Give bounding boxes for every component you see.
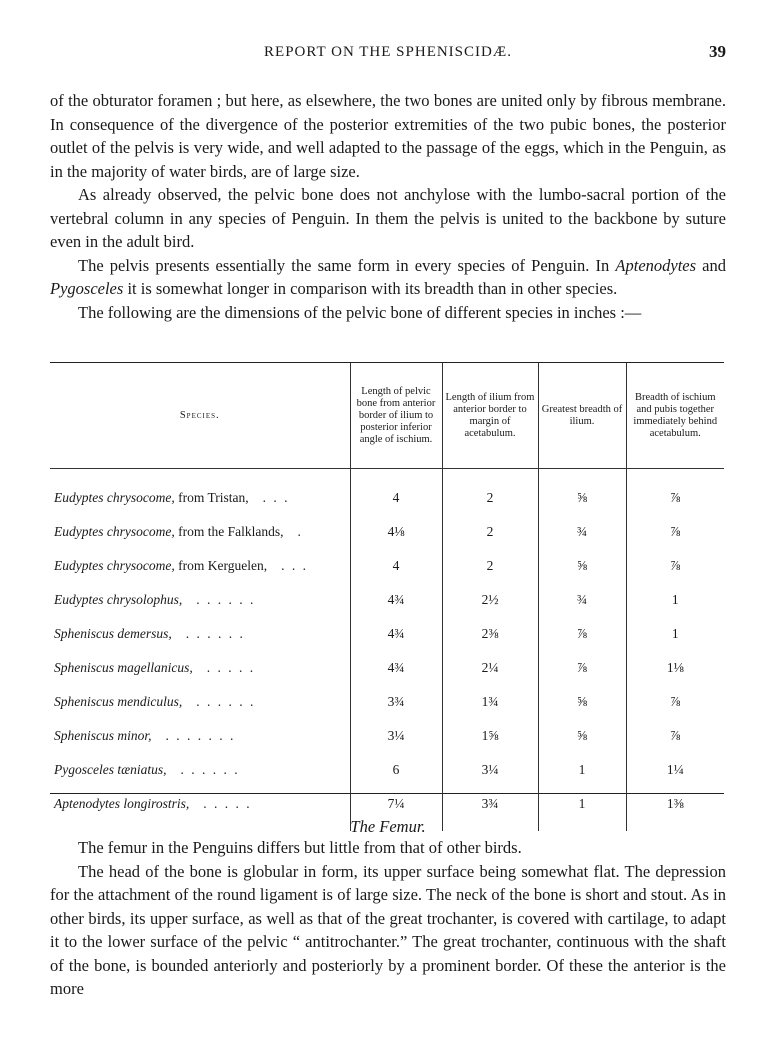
cell-pelvic-length: 4⅛ [350, 515, 442, 549]
cell-pelvic-length: 4¾ [350, 651, 442, 685]
table-row [50, 651, 724, 685]
table-row [50, 753, 724, 787]
paragraph-anchylose: As already observed, the pelvic bone does not anchylose with the lumbo-sacral portion of the vertebral column in any species of Penguin. In them the pelvis is united to the backbone by suture even in the adult bird. [50, 185, 726, 251]
running-title: REPORT ON THE SPHENISCIDÆ. [264, 44, 512, 60]
pelvic-dimensions-table [50, 362, 724, 811]
cell-pelvic-length: 4 [350, 481, 442, 515]
dot-leader: . . . . . . [196, 694, 256, 709]
cell-ilium-length: 2½ [442, 583, 538, 617]
header-ilium-breadth: Greatest breadth of ilium. [538, 363, 626, 469]
cell-pelvic-length: 4¾ [350, 583, 442, 617]
cell-ischium-pubis-breadth: 1⅜ [626, 787, 724, 821]
genus-aptenodytes: Aptenodytes [615, 255, 697, 275]
cell-species [50, 515, 350, 549]
cell-ilium-length: 3¾ [442, 787, 538, 821]
dot-leader: . . . . . [206, 660, 256, 675]
cell-ilium-breadth: ⅝ [538, 719, 626, 753]
cell-ischium-pubis-breadth: ⅞ [626, 481, 724, 515]
cell-ilium-length: 1⅝ [442, 719, 538, 753]
species-name: Pygosceles tæniatus, [54, 762, 167, 777]
species-name: Eudyptes chrysolophus, [54, 592, 183, 607]
cell-ilium-length: 2 [442, 549, 538, 583]
table-row [50, 481, 724, 515]
header-ilium-length: Length of ilium from anterior border to margin of acetabulum. [442, 363, 538, 469]
dot-leader: . . . [281, 558, 308, 573]
dot-leader: . . . . . . [196, 592, 256, 607]
dot-leader: . . . . . . [185, 626, 245, 641]
species-name: Aptenodytes longirostris, [54, 796, 190, 811]
table-row [50, 515, 724, 549]
cell-species [50, 753, 350, 787]
cell-ischium-pubis-breadth: ⅞ [626, 515, 724, 549]
cell-ilium-length: 2⅜ [442, 617, 538, 651]
table-row [50, 549, 724, 583]
species-name: Spheniscus mendiculus, [54, 694, 183, 709]
cell-ischium-pubis-breadth: 1¼ [626, 753, 724, 787]
cell-ilium-length: 3¼ [442, 753, 538, 787]
page-number: 39 [709, 42, 726, 61]
cell-species [50, 549, 350, 583]
table-row [50, 719, 724, 753]
dot-leader: . . . . . . [180, 762, 240, 777]
table-header-row [50, 363, 724, 469]
cell-ischium-pubis-breadth: ⅞ [626, 685, 724, 719]
paragraph-dimensions-intro: The following are the dimensions of the pelvic bone of different species in inches :— [78, 302, 642, 322]
cell-ischium-pubis-breadth: ⅞ [626, 549, 724, 583]
pelvis-form-text-a: The pelvis presents essentially the same form in every species of Penguin. In [78, 255, 616, 275]
cell-ilium-breadth: ¾ [538, 583, 626, 617]
page-header [50, 44, 726, 68]
species-name: Eudyptes chrysocome, [54, 524, 175, 539]
species-name: Spheniscus magellanicus, [54, 660, 193, 675]
cell-species [50, 583, 350, 617]
cell-ilium-breadth: ¾ [538, 515, 626, 549]
paragraph-pelvis-form [50, 254, 726, 301]
cell-ilium-breadth: ⅝ [538, 549, 626, 583]
dot-leader: . . . [262, 490, 290, 505]
paragraph-femur-head: The head of the bone is globular in form, its upper surface being somewhat flat. The depression for the attachment of the round ligament is of large size. The neck of the bone is short and stout. As in other birds, its upper surface, as well as that of the great trochanter, is covered with cartilage, to adapt it to the lower surface of the pelvic “ antitrochanter.” The great trochanter, continuous with the shaft of the bone, is bounded anteriorly and posteriorly by a prominent border. Of these the anterior is the more [50, 861, 726, 998]
dot-leader: . . . . . [203, 796, 252, 811]
cell-ilium-length: 2 [442, 515, 538, 549]
cell-ischium-pubis-breadth: 1 [626, 617, 724, 651]
species-name: Spheniscus minor, [54, 728, 152, 743]
paragraph-obturator: of the obturator foramen ; but here, as elsewhere, the two bones are united only by fibrous membrane. In consequence of the divergence of the posterior extremities of the two pubic bones, the posterior outlet of the pelvis is very wide, and well adapted to the passage of the eggs, which in the Penguin, as in the majority of water birds, are of large size. [50, 91, 726, 181]
cell-species [50, 651, 350, 685]
species-locality: from the Falklands, [174, 524, 284, 539]
pelvis-form-text-b: and [696, 255, 726, 275]
genus-pygosceles: Pygosceles [50, 279, 124, 298]
cell-ilium-breadth: ⅝ [538, 481, 626, 515]
cell-pelvic-length: 3¾ [350, 685, 442, 719]
species-locality: from Kerguelen, [174, 558, 268, 573]
cell-ilium-breadth: ⅝ [538, 685, 626, 719]
cell-species [50, 481, 350, 515]
header-species: Species. [50, 363, 350, 469]
cell-species [50, 617, 350, 651]
cell-pelvic-length: 7¼ [350, 787, 442, 821]
cell-ischium-pubis-breadth: ⅞ [626, 719, 724, 753]
table-row [50, 583, 724, 617]
species-locality: from Tristan, [174, 490, 249, 505]
cell-pelvic-length: 4 [350, 549, 442, 583]
cell-ilium-length: 2 [442, 481, 538, 515]
section-title-femur: The Femur. [350, 817, 426, 836]
table-row [50, 617, 724, 651]
species-name: Spheniscus demersus, [54, 626, 172, 641]
header-pelvic-length: Length of pelvic bone from anterior border of ilium to posterior inferior angle of ischium. [350, 363, 442, 469]
species-name: Eudyptes chrysocome, [54, 558, 175, 573]
cell-pelvic-length: 3¼ [350, 719, 442, 753]
cell-species [50, 787, 350, 821]
cell-ilium-breadth: 1 [538, 787, 626, 821]
body-text-top [50, 89, 726, 324]
cell-ilium-breadth: 1 [538, 753, 626, 787]
table-row [50, 787, 724, 821]
cell-ischium-pubis-breadth: 1 [626, 583, 724, 617]
dot-leader: . [297, 524, 303, 539]
cell-pelvic-length: 4¾ [350, 617, 442, 651]
species-name: Eudyptes chrysocome, [54, 490, 175, 505]
cell-ilium-breadth: ⅞ [538, 617, 626, 651]
body-text-bottom [50, 836, 726, 1001]
cell-ilium-length: 2¼ [442, 651, 538, 685]
cell-species [50, 685, 350, 719]
header-ischium-pubis-breadth: Breadth of ischium and pubis together immediately behind acetabulum. [626, 363, 724, 469]
cell-ilium-breadth: ⅞ [538, 651, 626, 685]
cell-species [50, 719, 350, 753]
cell-ilium-length: 1¾ [442, 685, 538, 719]
paragraph-femur-intro: The femur in the Penguins differs but little from that of other birds. [78, 838, 522, 857]
cell-pelvic-length: 6 [350, 753, 442, 787]
table-row [50, 685, 724, 719]
pelvis-form-text-c: it is somewhat longer in comparison with its breadth than in other species. [123, 279, 618, 298]
dot-leader: . . . . . . . [165, 728, 236, 743]
cell-ischium-pubis-breadth: 1⅛ [626, 651, 724, 685]
table-body [50, 469, 724, 832]
